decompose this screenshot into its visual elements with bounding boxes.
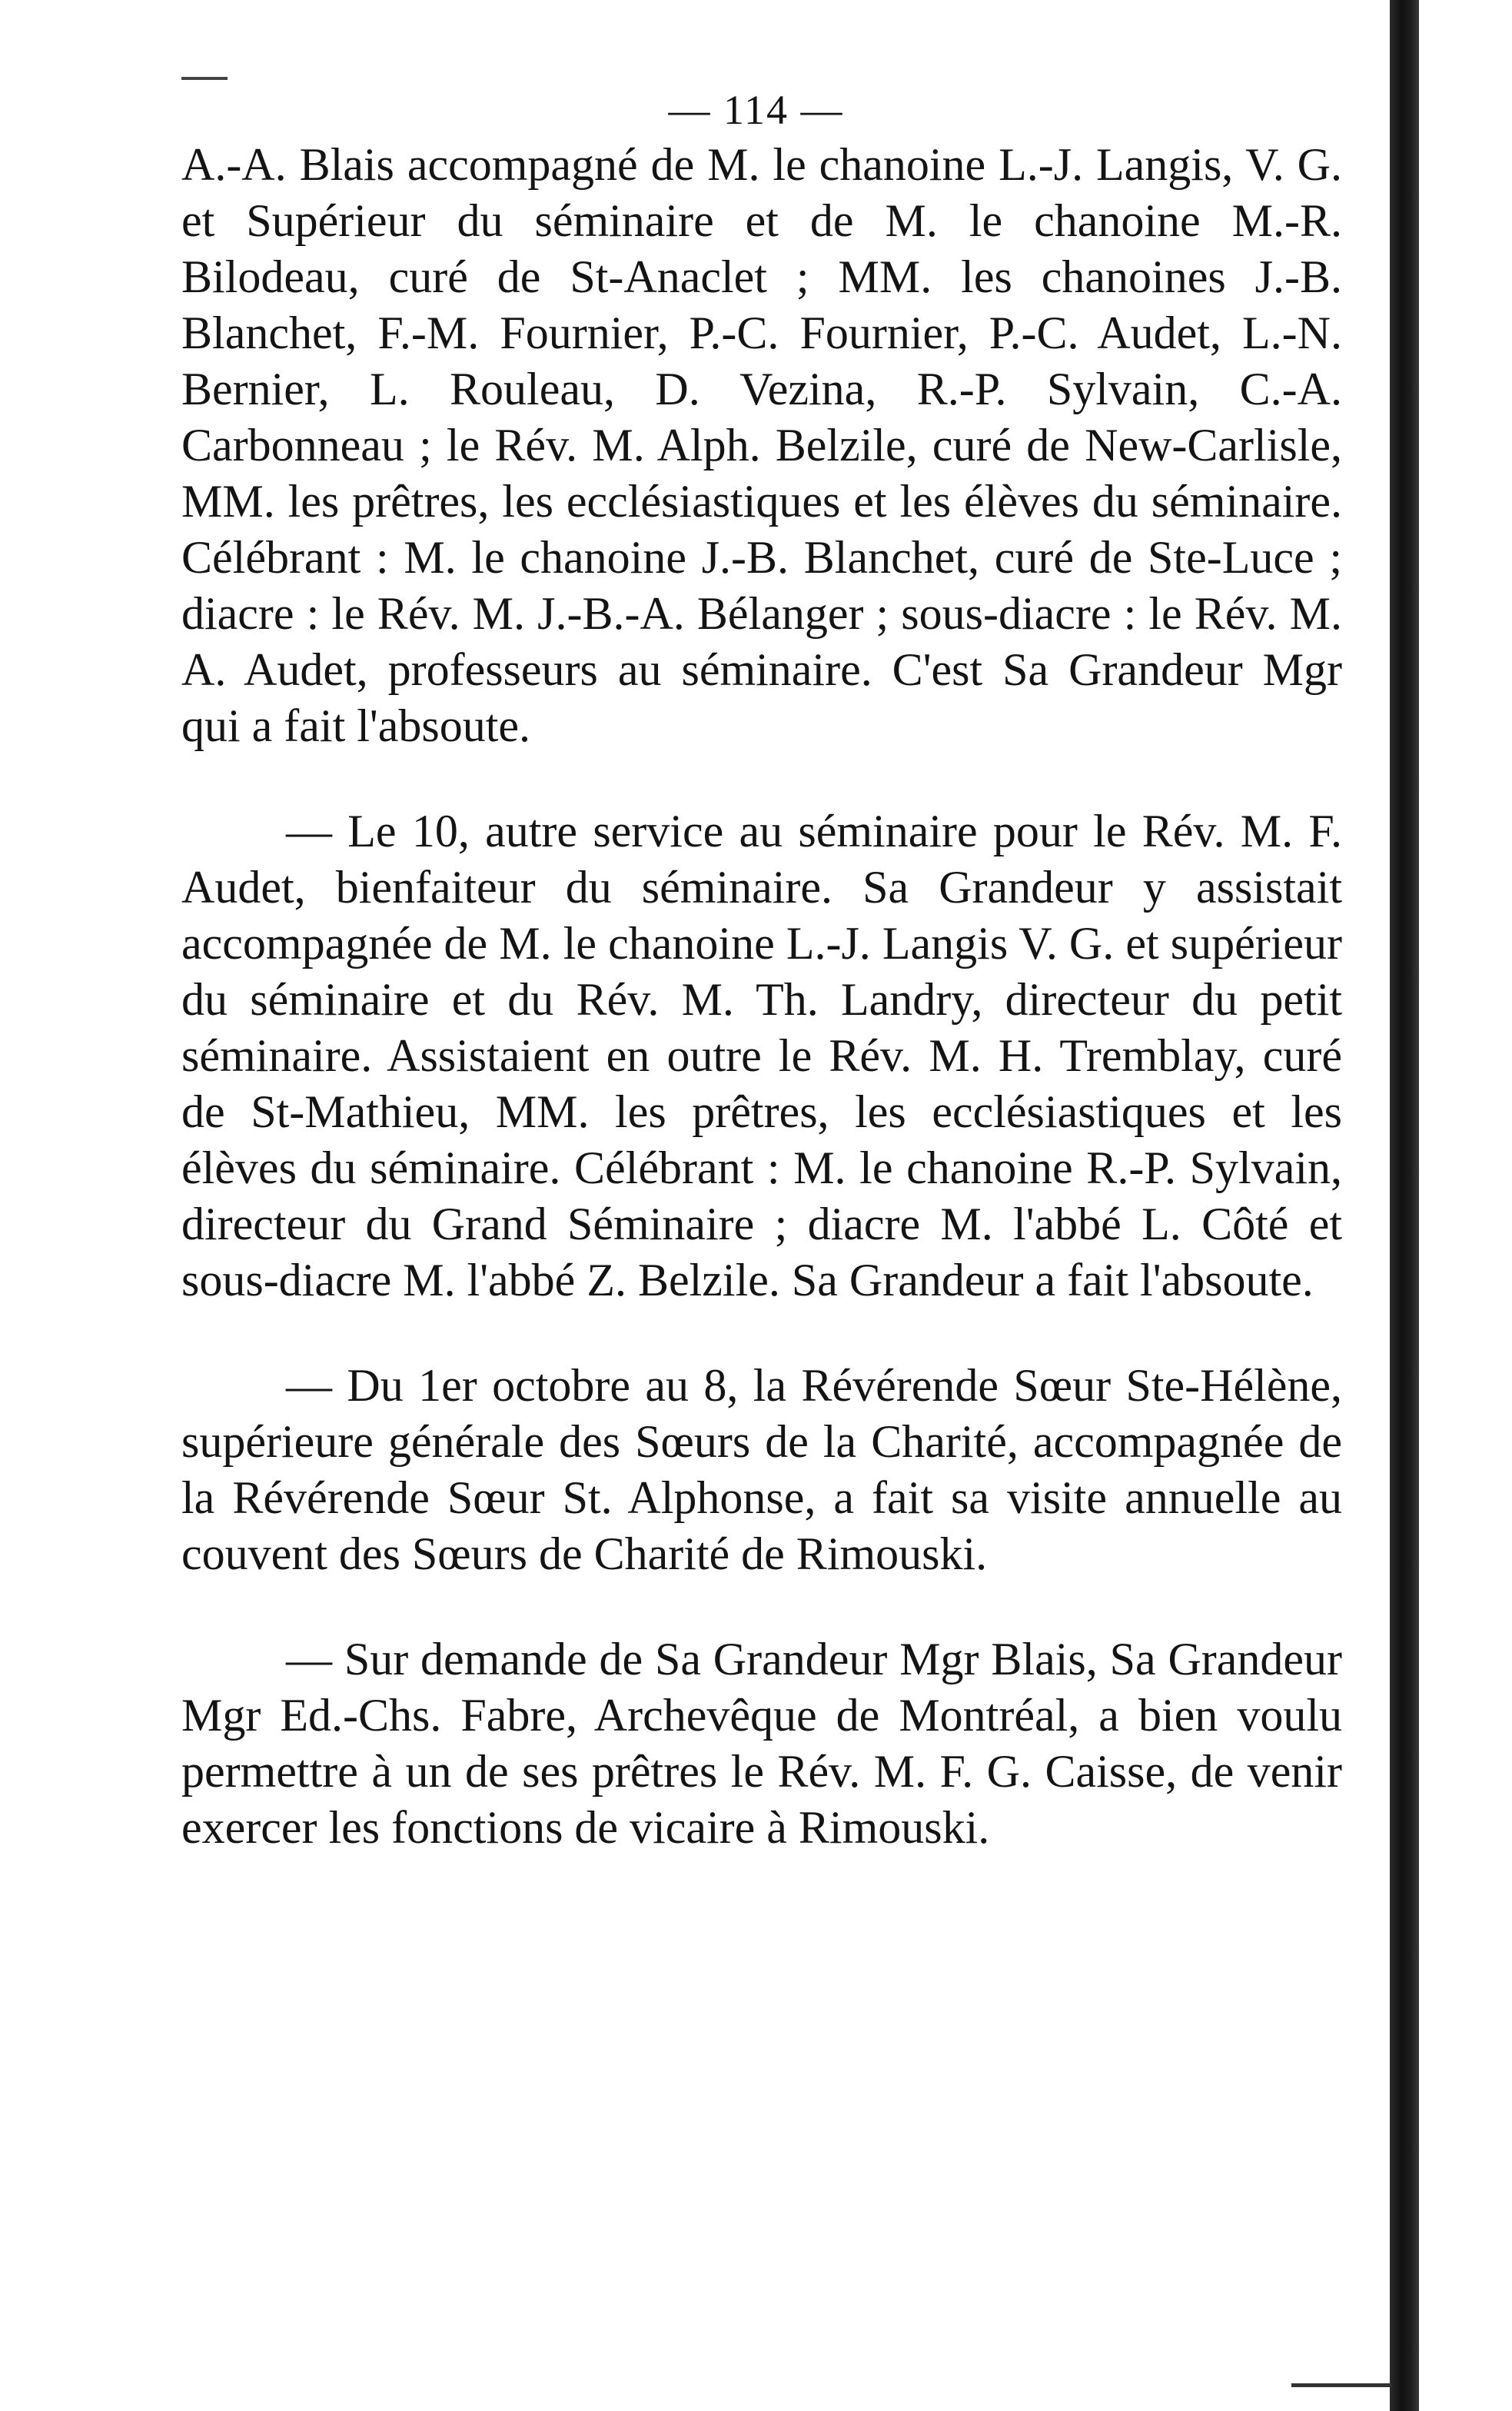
paragraph-continuation: A.-A. Blais accompagné de M. le chanoine L.-J. Langis, V. G. et Supérieur du séminaire et de M. le chanoine M.-R. Bilodeau, curé de St-Anaclet ; MM. les chanoines J.-B. Blanchet, F.-M. Fournier, P.-C. Fournier, P.-C. Audet, L.-N. Bernier, L. Rouleau, D. Vezina, R.-P. Sylvain, C.-A. Carbonneau ; le Rév. M. Alph. Belzile, curé de New-Carlisle, MM. les prêtres, les ecclésiastiques et les élèves du séminaire. Célébrant : M. le chanoine J.-B. Blanchet, curé de Ste-Luce ; diacre : le Rév. M. J.-B.-A. Bélanger ; sous-diacre : le Rév. M. A. Audet, professeurs au séminaire. C'est Sa Grandeur Mgr qui a fait l'absoute.	[181, 139, 1342, 751]
scan-edge-bar	[1390, 0, 1419, 2411]
page-body	[181, 137, 1342, 1905]
scan-bottom-rule	[1291, 2383, 1391, 2387]
paragraph-visit-soeurs: — Du 1er octobre au 8, la Révérende Sœur Ste-Hélène, supérieure générale des Sœurs de la Charité, accompagnée de la Révérende Sœur St. Alphonse, a fait sa visite annuelle au couvent des Sœurs de Charité de Rimouski.	[181, 1360, 1342, 1579]
printing-mark	[181, 77, 228, 80]
paragraph-service-audet: — Le 10, autre service au séminaire pour le Rév. M. F. Audet, bienfaiteur du séminaire. Sa Grandeur y assistait accompagnée de M. le chanoine L.-J. Langis V. G. et supérieur du séminaire et du Rév. M. Th. Landry, directeur du petit séminaire. Assistaient en outre le Rév. M. H. Tremblay, curé de St-Mathieu, MM. les prêtres, les ecclésiastiques et les élèves du séminaire. Célébrant : M. le chanoine R.-P. Sylvain, directeur du Grand Séminaire ; diacre M. l'abbé L. Côté et sous-diacre M. l'abbé Z. Belzile. Sa Grandeur a fait l'absoute.	[181, 806, 1342, 1305]
paragraph-vicaire-rimouski: — Sur demande de Sa Grandeur Mgr Blais, Sa Grandeur Mgr Ed.-Chs. Fabre, Archevêque de Montréal, a bien voulu permettre à un de ses prêtres le Rév. M. F. G. Caisse, de venir exercer les fonctions de vicaire à Rimouski.	[181, 1634, 1342, 1853]
page-number: — 114 —	[668, 87, 844, 133]
